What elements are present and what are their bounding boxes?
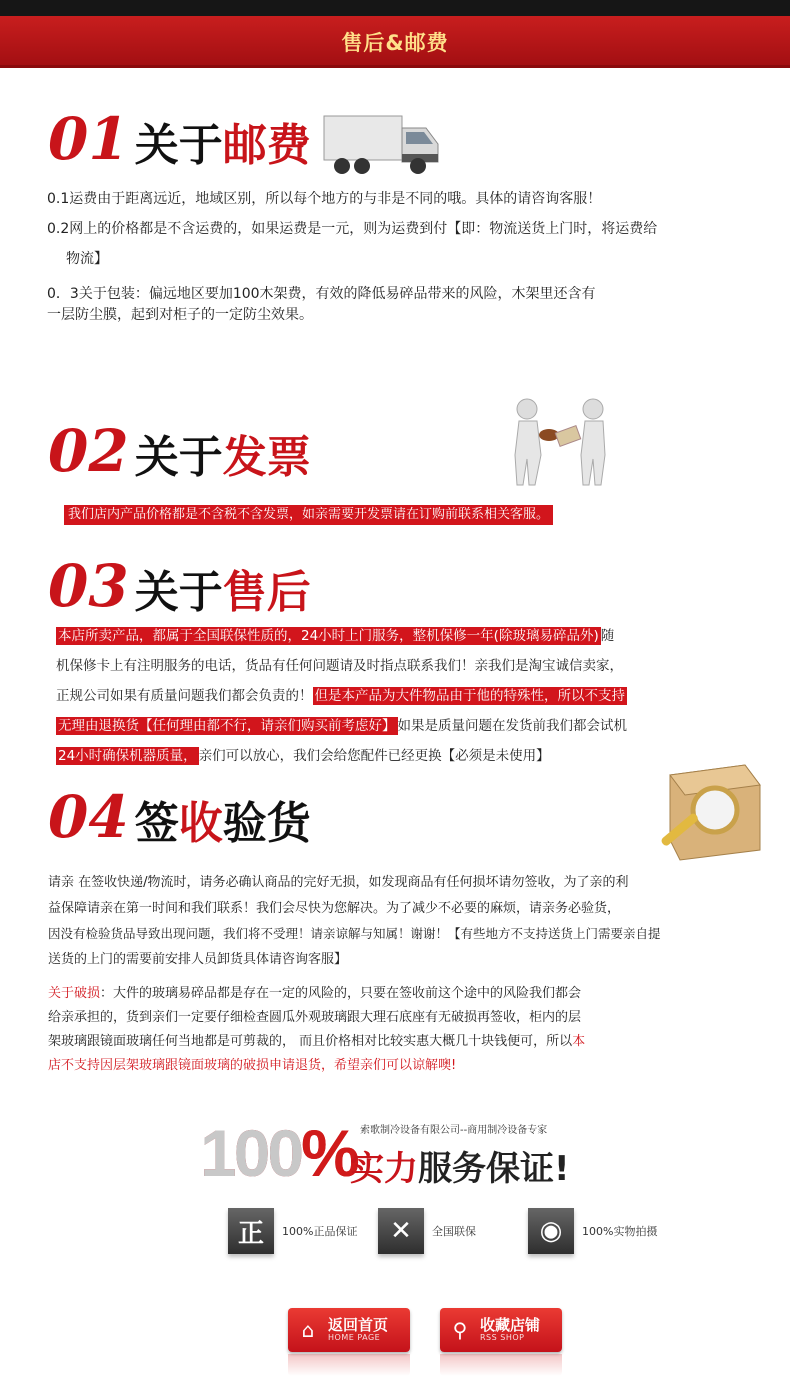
top-dark-strip (0, 0, 790, 16)
section-number: 04 (48, 783, 129, 851)
section-04-heading (48, 783, 311, 851)
heading-red: 邮费 (222, 120, 311, 171)
text-line: 请亲 在签收快递/物流时，请务必确认商品的完好无损，如发现商品有任何损坏请勿签收，为了亲的利 (48, 875, 629, 890)
heading-black: 签 (134, 798, 179, 849)
break-label: 关于破损 (48, 986, 101, 1001)
slogan-red: 实力 (350, 1149, 418, 1189)
header-banner (0, 16, 790, 68)
guarantee-100 (200, 1115, 357, 1191)
section-number: 02 (48, 417, 129, 485)
text-line: 0．3关于包装：偏远地区要加100木架费，有效的降低易碎品带来的风险，木架里还含有 (47, 286, 596, 302)
text-line: 益保障请亲在第一时间和我们联系！我们会尽快为您解决。为了减少不必要的麻烦，请亲务必验货， (48, 901, 621, 916)
box-magnifier-icon (640, 755, 765, 865)
text-line (56, 743, 550, 770)
badge-label: 100%实物拍摄 (582, 1225, 658, 1238)
text-tail: 亲们可以放心，我们会给您配件已经更换【必须是未使用】 (198, 748, 550, 764)
highlight-text: 无理由退换货【任何理由都不行，请亲们购买前考虑好】 (58, 718, 396, 734)
location-pin-icon: ⚲ (452, 1318, 468, 1342)
text-head: 正规公司如果有质量问题我们都会负责的！ (56, 688, 313, 704)
text-line (48, 1028, 585, 1055)
text-line: 给亲承担的，货到亲们一定要仔细检查圆瓜外观玻璃跟大理石底座有无破损再签收，柜内的层 (48, 1010, 582, 1025)
button-reflection (288, 1354, 410, 1376)
guarantee-number: 100 (200, 1116, 302, 1190)
badge-photo (528, 1208, 657, 1254)
highlight-text: 但是本产品为大件物品由于他的特殊性，所以不支持 (314, 688, 625, 704)
home-sub: HOME PAGE (328, 1332, 381, 1342)
text-head: 架玻璃跟镜面玻璃任何当地都是可剪裁的， 而且价格相对比较实惠大概几十块钱便可，所以 (48, 1034, 573, 1049)
text-line (48, 980, 581, 1007)
text-tail: ：大件的玻璃易碎品都是存在一定的风险的，只要在签收前这个途中的风险我们都会 (100, 986, 582, 1001)
heading-red: 售后 (222, 567, 311, 618)
section-01-heading (48, 105, 311, 173)
badge-label: 全国联保 (432, 1225, 476, 1238)
handshake-figures-icon (505, 395, 615, 490)
section-03-heading (48, 552, 311, 620)
guarantee-percent: % (301, 1116, 357, 1190)
red-text: 本 (572, 1034, 586, 1049)
company-name: 索歌制冷设备有限公司--商用制冷设备专家 (360, 1125, 548, 1136)
home-label: 返回首页 (328, 1316, 389, 1335)
highlight-text: 24小时确保机器质量， (58, 748, 197, 764)
text-line (56, 623, 614, 650)
home-page-button[interactable] (288, 1308, 410, 1352)
slogan-mark: ! (554, 1149, 570, 1189)
favorite-shop-button[interactable] (440, 1308, 562, 1352)
fav-label: 收藏店铺 (480, 1316, 541, 1335)
badge-label: 100%正品保证 (282, 1225, 358, 1238)
heading-red: 收 (178, 798, 223, 849)
tools-icon: ✕ (378, 1208, 424, 1254)
text-line: 一层防尘膜，起到对柜子的一定防尘效果。 (47, 307, 313, 323)
banner-title: 售后&邮费 (341, 31, 449, 55)
text-line: 机保修卡上有注明服务的电话，货品有任何问题请及时指点联系我们！亲我们是淘宝诚信卖家， (56, 658, 623, 674)
text-line: 店不支持因层架玻璃跟镜面玻璃的破损申请退货，希望亲们可以谅解噢! (48, 1058, 457, 1073)
home-icon: ⌂ (301, 1318, 315, 1342)
fav-sub: RSS SHOP (480, 1332, 525, 1342)
heading-red: 发票 (222, 432, 311, 483)
section-02-heading (48, 417, 311, 485)
text-line (56, 683, 627, 710)
heading-black: 验货 (222, 798, 311, 849)
badge-genuine (228, 1208, 357, 1254)
text-line: 0.1运费由于距离远近，地域区别，所以每个地方的与非是不同的哦。具体的请咨询客服！ (47, 191, 602, 207)
text-line: 物流】 (66, 251, 108, 267)
section-number: 03 (48, 552, 129, 620)
heading-black: 关于 (134, 432, 223, 483)
slogan-black: 服务保证 (418, 1149, 554, 1189)
badge-warranty (378, 1208, 476, 1254)
invoice-notice: 我们店内产品价格都是不含税不含发票，如亲需要开发票请在订购前联系相关客服。 (64, 505, 553, 525)
text-tail: 如果是质量问题在发货前我们都会试机 (397, 718, 627, 734)
text-line: 因没有检验货品导致出现问题，我们将不受理！请亲谅解与知属！谢谢！【有些地方不支持送货上门需要亲自提 (48, 926, 661, 941)
heading-black: 关于 (134, 120, 223, 171)
text-line (56, 713, 627, 740)
truck-icon (322, 110, 442, 178)
genuine-icon: 正 (228, 1208, 274, 1254)
button-reflection (440, 1354, 562, 1376)
heading-black: 关于 (134, 567, 223, 618)
text-tail: 随 (600, 628, 615, 644)
highlight-text: 本店所卖产品，都属于全国联保性质的，24小时上门服务，整机保修一年(除玻璃易碎品外) (58, 628, 599, 644)
guarantee-block (200, 1115, 600, 1190)
section-number: 01 (48, 105, 129, 173)
camera-icon: ◉ (528, 1208, 574, 1254)
text-line: 送货的上门的需要前安排人员卸货具体请咨询客服】 (48, 952, 348, 967)
guarantee-slogan (350, 1141, 570, 1190)
text-line: 0.2网上的价格都是不含运费的，如果运费是一元，则为运费到付【即：物流送货上门时，将运费给 (47, 221, 658, 237)
